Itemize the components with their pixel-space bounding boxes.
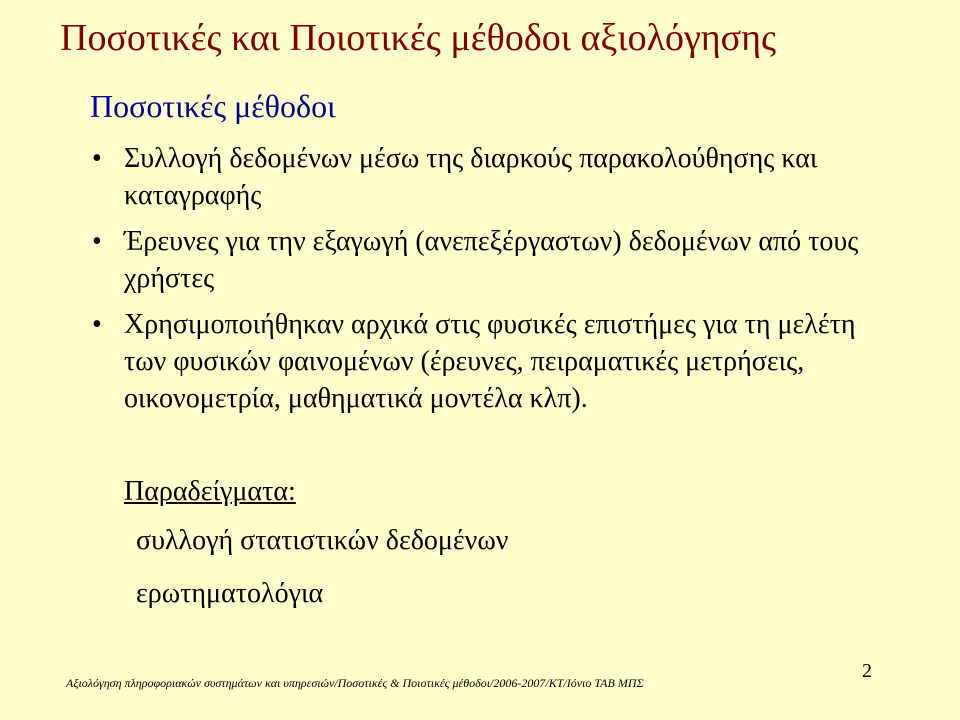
- example-item: ερωτηματολόγια: [136, 578, 324, 609]
- bullet-icon: •: [92, 226, 102, 257]
- bullet-list: [90, 140, 890, 426]
- example-item: συλλογή στατιστικών δεδομένων: [136, 525, 509, 556]
- section-subtitle: Ποσοτικές μέθοδοι: [90, 88, 336, 124]
- bullet-text: Έρευνες για την εξαγωγή (ανεπεξέργαστων) δεδομένων από τους χρήστες: [124, 226, 859, 294]
- slide-footer: Αξιολόγηση πληροφοριακών συστημάτων και υπηρεσιών/Ποσοτικές & Ποιοτικές μέθοδοι/2006-2007/ΚΤ/Ιόνιο ΤΑΒ ΜΠΣ: [66, 676, 644, 690]
- bullet-item: [90, 223, 890, 297]
- page-number: 2: [862, 660, 872, 682]
- bullet-item: [90, 140, 890, 214]
- slide-title: Ποσοτικές και Ποιοτικές μέθοδοι αξιολόγησης: [60, 17, 777, 59]
- bullet-icon: •: [92, 309, 102, 340]
- bullet-text: Χρησιμοποιήθηκαν αρχικά στις φυσικές επιστήμες για τη μελέτη των φυσικών φαινομένων (έρευνες, πειραματικές μετρήσεις, οικονομετρία, μαθηματικά μοντέλα κλπ).: [124, 309, 856, 414]
- examples-heading: Παραδείγματα:: [124, 476, 296, 507]
- bullet-icon: •: [92, 143, 102, 174]
- bullet-text: Συλλογή δεδομένων μέσω της διαρκούς παρακολούθησης και καταγραφής: [124, 143, 818, 211]
- bullet-item: [90, 306, 890, 417]
